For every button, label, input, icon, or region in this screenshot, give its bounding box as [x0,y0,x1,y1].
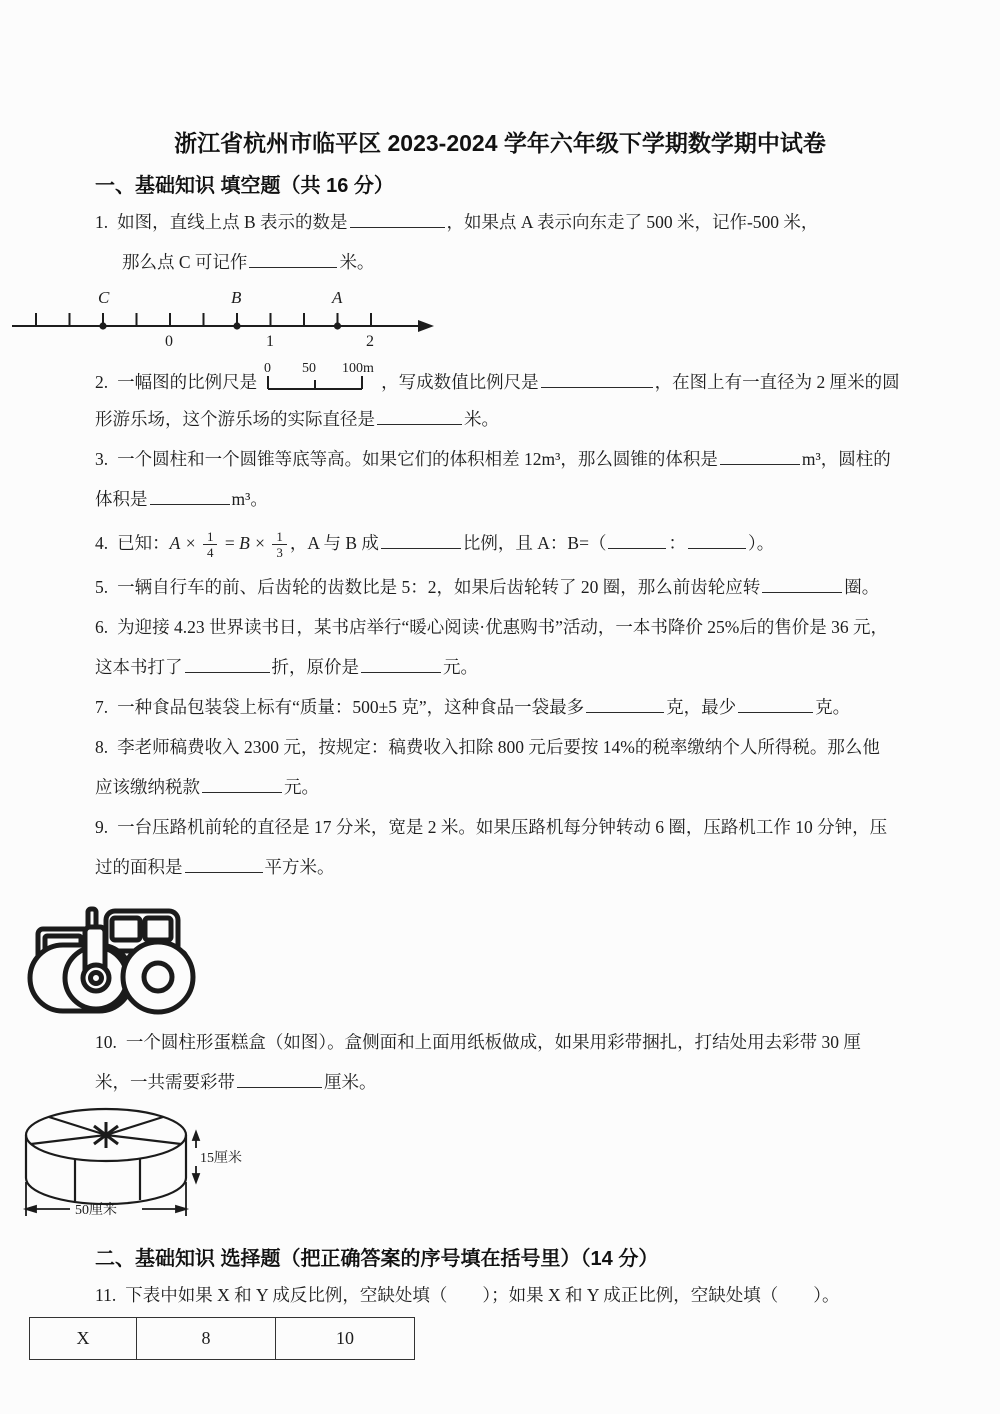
question-text: 厘米。 [324,1072,377,1092]
cake-diameter-label: 50厘米 [75,1203,117,1218]
question-line [95,647,950,687]
question-number: 11. [95,1285,117,1305]
question-text: m³，圆柱的 [801,449,891,469]
questions-2-9-block [95,359,950,887]
question-line [95,807,950,847]
number-line-figure [10,286,1000,357]
question-text: 克。 [815,697,851,717]
question-line [95,1062,950,1102]
cake-height-label: 15厘米 [200,1151,242,1166]
cake-box-svg [18,1104,258,1226]
question-number: 10. [95,1032,117,1052]
question-text: × [250,533,270,553]
question-line [95,727,950,767]
question-line [95,1022,950,1062]
question-text: 李老师稿费收入 2300 元，按规定：稿费收入扣除 800 元后要按 14%的税率缴纳个人所得税。那么他 [117,737,880,757]
question [95,607,950,687]
blank-field [608,531,666,549]
question [95,727,950,807]
math-variable: B [239,533,251,553]
blank-field [150,487,230,505]
question-text: 一种食品包装袋上标有“质量：500±5 克”，这种食品一袋最多 [117,697,585,717]
question-line [122,242,950,282]
question-text: 下表中如果 X 和 Y 成反比例，空缺处填（ ）；如果 X 和 Y 成正比例，空缺处填（ ）。 [125,1285,840,1305]
question-text: 一辆自行车的前、后齿轮的齿数比是 5：2，如果后齿轮转了 20 圈，那么前齿轮应转 [117,577,761,597]
question-text: 应该缴纳税款 [95,777,200,797]
blank-field [185,655,270,673]
math-variable: A [169,533,182,553]
question-text: ，写成数值比例尺是 [381,372,539,392]
blank-field [541,370,653,388]
question-text: 一幅图的比例尺是 [117,372,258,392]
point-b-dot [233,322,240,329]
fraction: $\frac{1}{3}$ [272,529,287,561]
question-number: 2. [95,372,109,392]
axis-label-2: 2 [366,333,374,350]
question-text: m³。 [231,489,268,509]
question-text: ： [668,533,686,553]
fraction: $\frac{1}{4}$ [203,529,218,561]
question-number: 8. [95,737,109,757]
question-number: 9. [95,817,109,837]
question-text: 那么点 C 可记作 [122,252,248,272]
question-line [95,399,950,439]
table-cell-8: 8 [137,1318,276,1360]
question-text: ）。 [747,533,775,553]
blank-field [738,695,813,713]
question-text: 米。 [464,409,499,429]
question-text: = [220,533,240,553]
question-number: 7. [95,697,109,717]
question-text: 如图，直线上点 B 表示的数是 [117,212,348,232]
question-line [95,479,950,519]
question-text: ，如果点 A 表示向东走了 500 米，记作-500 米， [446,212,819,232]
number-line-svg [10,286,446,352]
question [95,359,950,439]
question-line [95,567,950,607]
question-text: × [181,533,200,553]
question-text: 米。 [339,252,375,272]
steamroller-icon [22,893,200,1015]
question-text: 一个圆柱形蛋糕盒（如图）。盒侧面和上面用纸板做成，如果用彩带捆扎，打结处用去彩带 30 厘 [125,1032,861,1052]
question [95,1275,950,1315]
steamroller-figure [22,893,1000,1020]
question-line [95,519,950,567]
question-10-block [95,1022,950,1102]
question-text: 已知： [117,533,170,553]
question-text: 比例，且 A：B=（ [462,533,607,553]
question-number: 5. [95,577,109,597]
table-cell-x: X [30,1318,137,1360]
question-text: 元。 [284,777,319,797]
question [95,202,950,282]
axis-label-1: 1 [266,333,274,350]
question-number: 6. [95,617,109,637]
question-line [95,1275,950,1315]
question [95,687,950,727]
question [95,1022,950,1102]
question-text: 米，一共需要彩带 [95,1072,235,1092]
point-a-label: A [332,288,343,307]
table-cell-10: 10 [276,1318,415,1360]
question-text: 折，原价是 [271,657,359,677]
question-text: 为迎接 4.23 世界读书日，某书店举行“暖心阅读·优惠购书”活动，一本书降价 25%后的售价是 36 元， [117,617,889,637]
question-text: 一台压路机前轮的直径是 17 分米，宽是 2 米。如果压路机每分钟转动 6 圈，压路机工作 10 分钟，压 [117,817,888,837]
question-line [95,202,950,242]
question-number: 1. [95,212,109,232]
blank-field [361,655,441,673]
question-11-block [95,1275,950,1315]
point-a-dot [334,322,341,329]
table-row [30,1318,415,1360]
svg-text:0: 0 [264,361,272,376]
question-line [95,847,950,887]
blank-field [762,575,842,593]
svg-text:100m: 100m [342,361,375,376]
question-text: 体积是 [95,489,148,509]
question-line [95,687,950,727]
section2-heading: 二、基础知识 选择题（把正确答案的序号填在括号里）（14 分） [95,1248,659,1270]
blank-field [237,1070,322,1088]
question-line [95,359,950,399]
question [95,567,950,607]
tick-marks [36,313,371,326]
question-text: ，A 与 B 成 [289,533,379,553]
blank-field [202,775,282,793]
blank-field [350,210,445,228]
question [95,519,950,567]
question-text: 克，最少 [666,697,737,717]
question-text: 这本书打了 [95,657,183,677]
question-text: 平方米。 [264,857,335,877]
blank-field [185,855,263,873]
cake-box-figure [18,1104,1000,1231]
question-1-block [95,202,950,282]
question-number: 3. [95,449,109,469]
question-text: 一个圆柱和一个圆锥等底等高。如果它们的体积相差 12m³，那么圆锥的体积是 [117,449,718,469]
question-text: ，在图上有一直径为 2 厘米的圆 [654,372,900,392]
question-number: 4. [95,533,109,553]
arrowhead-icon [418,320,434,332]
axis-label-0: 0 [165,333,173,350]
question-text: 过的面积是 [95,857,183,877]
blank-field [381,531,461,549]
question-line [95,607,950,647]
point-c-dot [99,322,106,329]
blank-field [586,695,664,713]
svg-text:50: 50 [302,361,317,376]
question [95,439,950,519]
blank-field [377,407,462,425]
question-text: 圈。 [844,577,880,597]
point-c-label: C [98,288,110,307]
section1-heading: 一、基础知识 填空题（共 16 分） [95,175,394,197]
question-line [95,439,950,479]
question-text: 元。 [443,657,478,677]
proportion-table [29,1317,415,1360]
blank-field [249,250,337,268]
question-line [95,767,950,807]
blank-field [720,447,800,465]
question [95,807,950,887]
point-b-label: B [231,288,242,307]
question-text: 形游乐场，这个游乐场的实际直径是 [95,409,375,429]
blank-field [688,531,746,549]
exam-title: 浙江省杭州市临平区 2023-2024 学年六年级下学期数学期中试卷 [174,130,826,156]
